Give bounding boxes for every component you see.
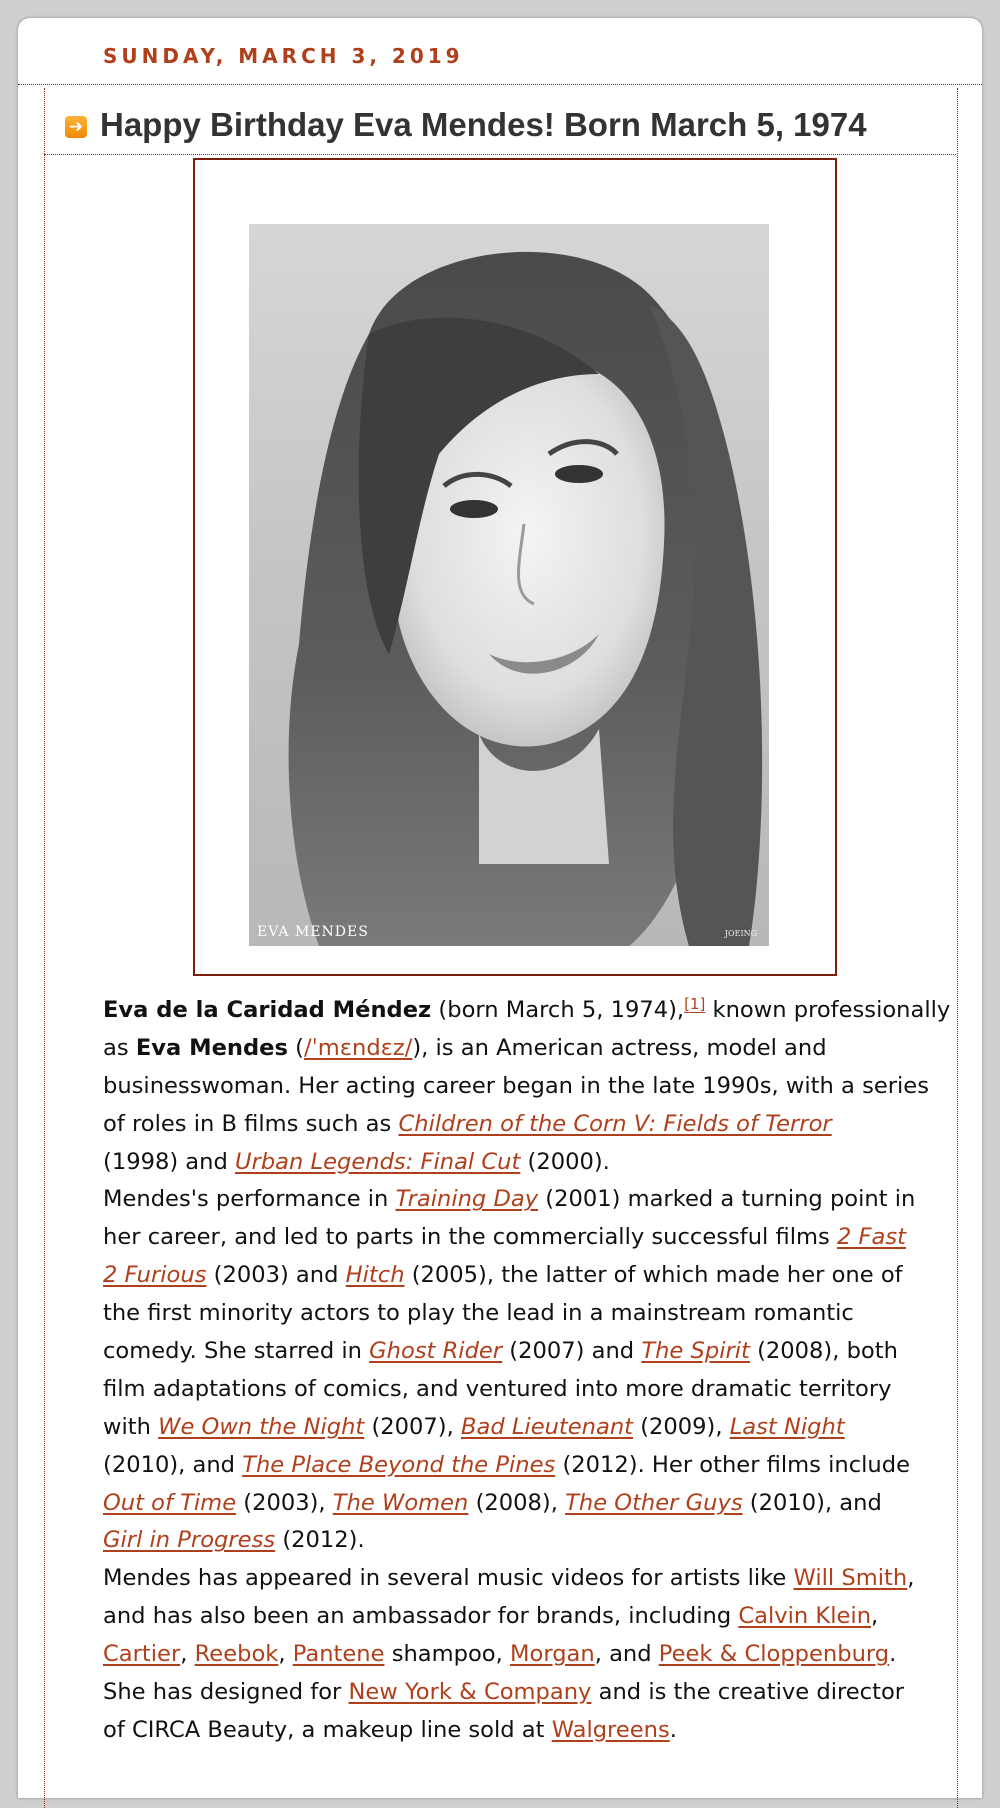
pronunciation-link[interactable]: /ˈmɛndɛz/ [303, 1034, 413, 1061]
body-line: (1998) and Urban Legends: Final Cut (2000). [103, 1148, 610, 1175]
body-line: with We Own the Night (2007), Bad Lieutenant (2009), Last Night [103, 1413, 845, 1440]
link-new-york-company[interactable]: New York & Company [348, 1679, 592, 1706]
portrait-drawing [249, 224, 769, 946]
film-link-the-spirit[interactable]: The Spirit [641, 1338, 750, 1365]
link-cartier[interactable]: Cartier [103, 1641, 181, 1668]
body-line: of roles in B films such as Children of the Corn V: Fields of Terror [103, 1110, 832, 1137]
film-link-urban-legends[interactable]: Urban Legends: Final Cut [235, 1148, 521, 1175]
full-name: Eva de la Caridad Méndez [103, 997, 432, 1023]
film-link-training-day[interactable]: Training Day [395, 1186, 539, 1213]
body-line: and has also been an ambassador for brands, including Calvin Klein, [103, 1603, 879, 1630]
body-line: Mendes has appeared in several music videos for artists like Will Smith, [103, 1565, 915, 1592]
portrait-image[interactable] [249, 224, 769, 946]
link-calvin-klein[interactable]: Calvin Klein [738, 1603, 872, 1630]
blog-page [18, 18, 982, 1798]
body-line: of CIRCA Beauty, a makeup line sold at Walgreens. [103, 1716, 677, 1743]
film-link-2-fast-2-furious[interactable]: 2 Furious [103, 1262, 207, 1289]
film-link-last-night[interactable]: Last Night [729, 1413, 845, 1440]
film-link-bad-lieutenant[interactable]: Bad Lieutenant [460, 1413, 634, 1440]
link-reebok[interactable]: Reebok [194, 1641, 279, 1668]
body-line: Mendes's performance in Training Day (2001) marked a turning point in [103, 1186, 916, 1213]
link-pantene[interactable]: Pantene [292, 1641, 385, 1668]
film-link-the-women[interactable]: The Women [332, 1489, 469, 1516]
body-line: film adaptations of comics, and ventured into more dramatic territory [103, 1375, 892, 1402]
link-morgan[interactable]: Morgan [510, 1641, 595, 1668]
date-divider [18, 84, 982, 85]
film-link-place-beyond-the-pines[interactable]: The Place Beyond the Pines [242, 1451, 556, 1478]
post-body [103, 992, 953, 1750]
film-link-2-fast-2-furious[interactable]: 2 Fast [836, 1224, 907, 1251]
eye-left [450, 500, 498, 518]
stage-name: Eva Mendes [135, 1034, 288, 1061]
eye-right [555, 465, 603, 483]
body-line: Eva de la Caridad Méndez (born March 5, 1974),[1] known professionally [103, 995, 951, 1023]
body-line: Girl in Progress (2012). [103, 1527, 365, 1554]
film-link-out-of-time[interactable]: Out of Time [103, 1489, 237, 1516]
link-walgreens[interactable]: Walgreens [551, 1716, 670, 1743]
portrait-signature: EVA MENDES [257, 924, 369, 940]
post-title[interactable]: Happy Birthday Eva Mendes! Born March 5, 1974 [100, 106, 867, 143]
body-line: Cartier, Reebok, Pantene shampoo, Morgan, and Peek & Cloppenburg. [103, 1641, 897, 1668]
film-link-children-of-the-corn[interactable]: Children of the Corn V: Fields of Terror [398, 1110, 832, 1137]
body-line: comedy. She starred in Ghost Rider (2007) and The Spirit (2008), both [103, 1338, 898, 1365]
citation-1-link[interactable]: [1] [684, 995, 706, 1013]
film-link-we-own-the-night[interactable]: We Own the Night [158, 1413, 365, 1440]
body-line: She has designed for New York & Company and is the creative director [103, 1679, 905, 1706]
body-line: the first minority actors to play the lead in a mainstream romantic [103, 1300, 854, 1327]
film-link-hitch[interactable]: Hitch [345, 1262, 405, 1289]
body-line: as Eva Mendes (/ˈmɛndɛz/), is an American actress, model and [103, 1034, 827, 1061]
date-header: SUNDAY, MARCH 3, 2019 [103, 44, 464, 68]
arrow-right-icon: ➔ [65, 116, 87, 138]
body-line: (2010), and The Place Beyond the Pines (2012). Her other films include [103, 1451, 910, 1478]
portrait-frame [193, 158, 837, 976]
film-link-ghost-rider[interactable]: Ghost Rider [369, 1338, 503, 1365]
artist-mark: JOEING [724, 929, 757, 938]
link-peek-cloppenburg[interactable]: Peek & Cloppenburg [658, 1641, 890, 1668]
film-link-girl-in-progress[interactable]: Girl in Progress [103, 1527, 276, 1554]
body-line: businesswoman. Her acting career began in the late 1990s, with a series [103, 1072, 929, 1099]
body-line: 2 Furious (2003) and Hitch (2005), the latter of which made her one of [103, 1262, 903, 1289]
body-line: her career, and led to parts in the commercially successful films 2 Fast [103, 1224, 907, 1251]
film-link-the-other-guys[interactable]: The Other Guys [565, 1489, 743, 1516]
body-line: Out of Time (2003), The Women (2008), The Other Guys (2010), and [103, 1489, 882, 1516]
post-title-row [44, 88, 956, 155]
link-will-smith[interactable]: Will Smith [793, 1565, 908, 1592]
